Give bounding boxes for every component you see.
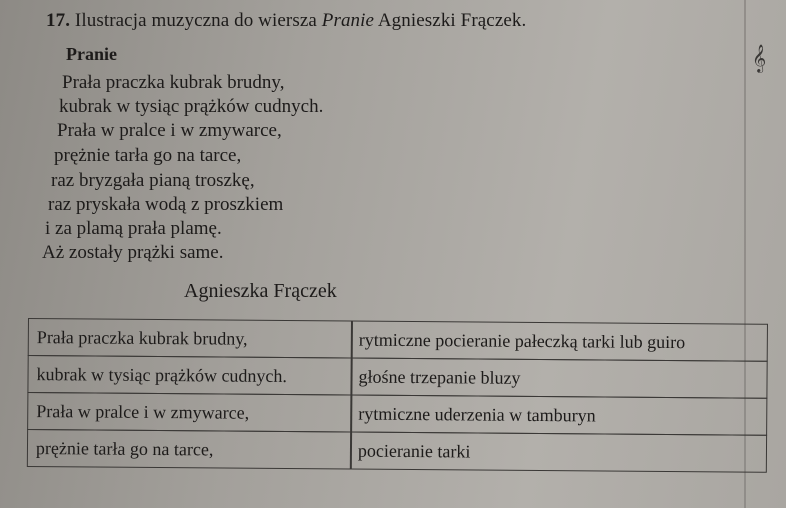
poem-line: Prała praczka kubrak brudny, (62, 72, 285, 93)
poem-line: raz pryskała wodą z proszkiem (48, 194, 284, 215)
treble-clef-icon: 𝄞 (752, 44, 767, 72)
column-divider (350, 359, 352, 395)
heading-text: Ilustracja muzyczna do wiersza (74, 10, 322, 31)
poem-line: Aż zostały prążki same. (42, 242, 224, 263)
poem-author: Agnieszka Frączek (184, 280, 337, 302)
sound-cell: rytmiczne pocieranie pałeczką tarki lub guiro (358, 329, 686, 352)
exercise-heading (46, 10, 526, 32)
column-divider (350, 396, 352, 432)
poem-line: Prała w pralce i w zmywarce, (57, 120, 282, 141)
heading-text-after: Agnieszki Frączek. (374, 10, 527, 31)
sound-table (27, 318, 772, 496)
verse-cell: kubrak w tysiąc prążków cudnych. (36, 363, 288, 386)
exercise-number: 17. (46, 10, 71, 31)
sound-cell: pocieranie tarki (357, 440, 471, 461)
poem-line: raz bryzgała pianą troszkę, (51, 170, 255, 191)
poem-line: kubrak w tysiąc prążków cudnych. (59, 96, 324, 117)
column-divider (350, 433, 352, 469)
verse-cell: Prała w pralce i w zmywarce, (36, 400, 250, 423)
verse-cell: prężnie tarła go na tarce, (35, 437, 214, 459)
column-divider (351, 322, 353, 358)
poem-title: Pranie (66, 44, 117, 64)
sound-cell: głośne trzepanie bluzy (358, 366, 521, 388)
verse-cell: Prała praczka kubrak brudny, (36, 326, 248, 349)
table-row (27, 429, 767, 473)
sound-cell: rytmiczne uderzenia w tamburyn (358, 403, 596, 425)
heading-italic-title: Pranie (321, 10, 375, 31)
poem-line: i za plamą prała plamę. (45, 218, 222, 239)
poem-line: prężnie tarła go na tarce, (54, 145, 242, 166)
